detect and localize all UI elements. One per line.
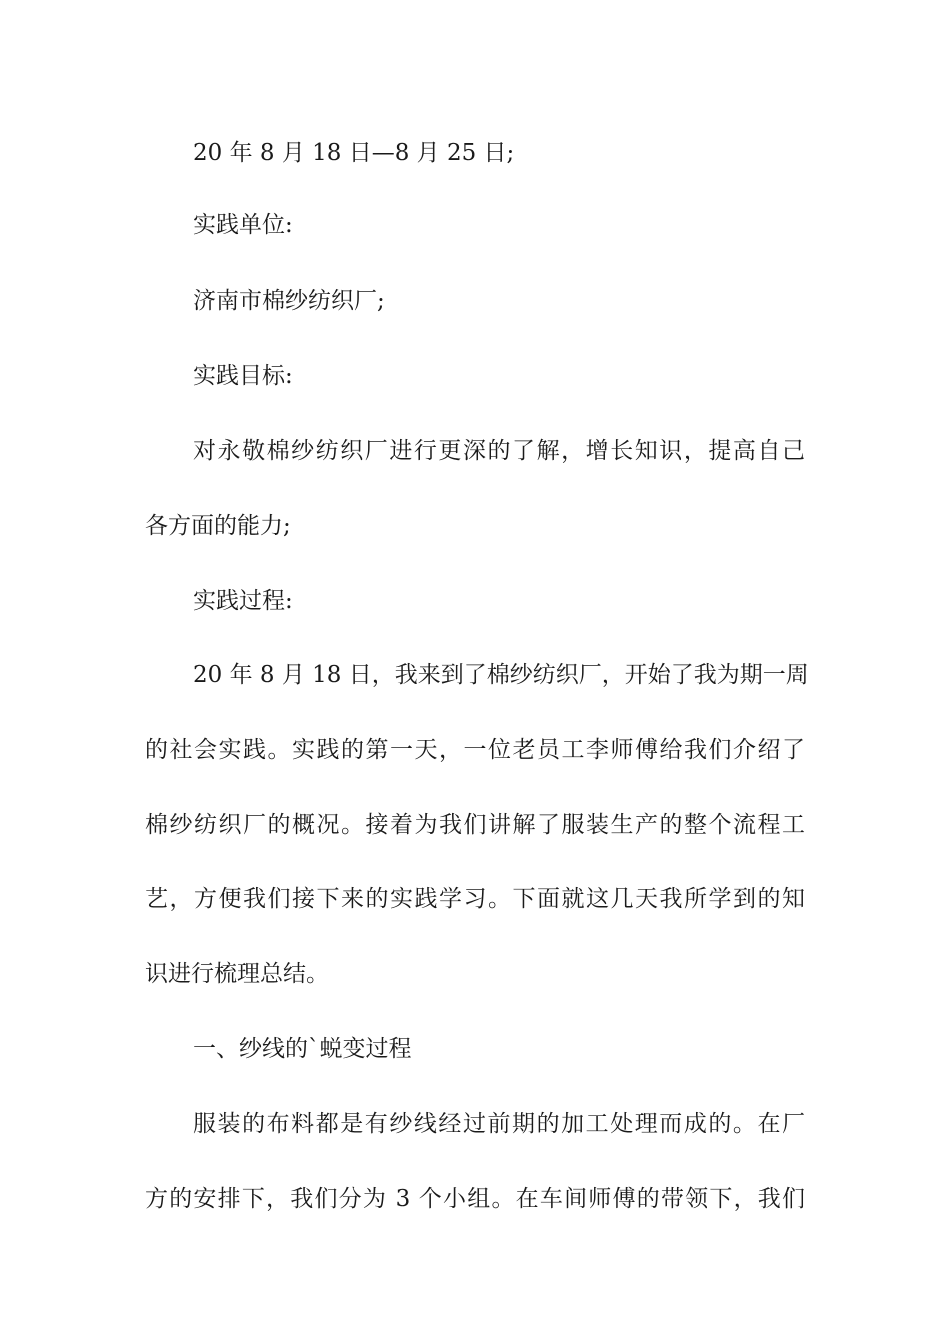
section-one-paragraph-line: 服装的布料都是有纱线经过前期的加工处理而成的。在厂 xyxy=(193,1111,805,1137)
process-paragraph-line: 20 年 8 月 18 日，我来到了棉纱纺织厂，开始了我为期一周 xyxy=(193,662,809,688)
process-paragraph-line: 识进行梳理总结。 xyxy=(145,961,329,987)
process-paragraph-line: 棉纱纺织厂的概况。接着为我们讲解了服装生产的整个流程工 xyxy=(145,812,805,838)
unit-value: 济南市棉纱纺织厂; xyxy=(193,288,385,314)
section-one-paragraph-line: 方的安排下，我们分为 3 个小组。在车间师傅的带领下，我们 xyxy=(145,1186,805,1212)
goal-text-line: 各方面的能力; xyxy=(145,513,291,539)
process-paragraph-line: 艺，方便我们接下来的实践学习。下面就这几天我所学到的知 xyxy=(145,886,805,912)
process-paragraph-line: 的社会实践。实践的第一天，一位老员工李师傅给我们介绍了 xyxy=(145,737,805,763)
date-range-line: 20 年 8 月 18 日—8 月 25 日; xyxy=(193,140,515,166)
goal-text-line: 对永敬棉纱纺织厂进行更深的了解，增长知识，提高自己 xyxy=(193,438,805,464)
goal-heading: 实践目标: xyxy=(193,363,293,389)
section-one-heading: 一、纱线的`蜕变过程 xyxy=(193,1036,412,1062)
process-heading: 实践过程: xyxy=(193,588,293,614)
unit-heading: 实践单位: xyxy=(193,212,293,238)
